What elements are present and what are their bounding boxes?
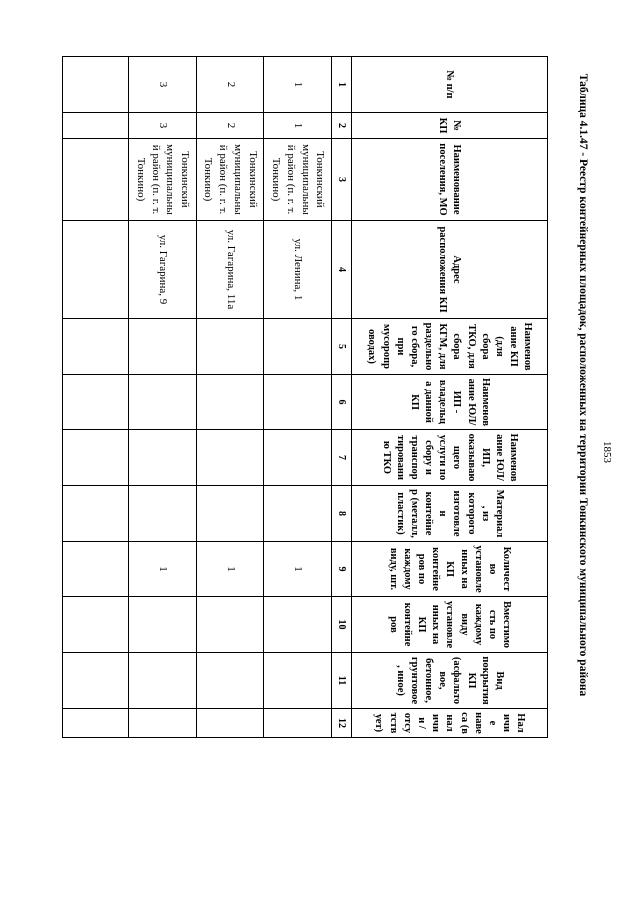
header-cell: Наименование КП (для сбора ТКО, для сбора КГМ, для раздельного сбора, при мусоропроводах) [351, 319, 547, 375]
page-number: 1853 [601, 441, 613, 463]
header-cell: Материал, из которого изготовлен контейнер (металл, пластик) [351, 486, 547, 542]
table-cell [196, 597, 264, 653]
table-cell [264, 430, 332, 486]
column-number: 1 [332, 57, 351, 113]
table-cell: 2 [196, 57, 264, 113]
table-cell: 1 [129, 542, 197, 597]
table-cell [264, 653, 332, 709]
table-cell: ул. Гагарина, 9 [129, 221, 197, 319]
column-number-row [332, 57, 351, 738]
column-number: 4 [332, 221, 351, 319]
table-cell [264, 319, 332, 375]
header-cell: Адрес расположения КП [351, 221, 547, 319]
table-cell [196, 319, 264, 375]
header-cell: Наименование ЮЛ/ИП - владельца данной КП [351, 375, 547, 430]
table-cell: ул. Ленина, 1 [264, 221, 332, 319]
table-cell [129, 430, 197, 486]
table-cell [196, 375, 264, 430]
registry-table-container [62, 56, 548, 737]
header-cell: № КП [351, 113, 547, 139]
table-row [129, 57, 197, 738]
column-number: 3 [332, 139, 351, 221]
table-cell [129, 597, 197, 653]
table-cell [129, 375, 197, 430]
column-number: 8 [332, 486, 351, 542]
table-cell: 2 [196, 113, 264, 139]
table-cell [129, 709, 197, 738]
table-cell: 1 [264, 113, 332, 139]
header-cell: Вид покрытия КП (асфальтовое, бетонное, грунтовое, иное) [351, 653, 547, 709]
table-cell: 1 [196, 542, 264, 597]
header-cell: Количество установленных на КП контейнеров по каждому виду, шт. [351, 542, 547, 597]
column-number: 9 [332, 542, 351, 597]
header-cell: Вместимость по каждому виду установленных на КП контейнеров [351, 597, 547, 653]
header-cell: № п/п [351, 57, 547, 113]
table-cell [129, 653, 197, 709]
table-cell [196, 653, 264, 709]
table-cell [129, 486, 197, 542]
table-cell [196, 486, 264, 542]
table-row [264, 57, 332, 738]
table-cell [129, 319, 197, 375]
table-row [196, 57, 264, 738]
table-cell [196, 430, 264, 486]
table-cell: ул. Гагарина, 11а [196, 221, 264, 319]
header-cell: Наличие навеса (в наличии / отсутствует) [351, 709, 547, 738]
table-row-empty [63, 57, 129, 738]
table-cell [264, 486, 332, 542]
table-title: Таблица 4.1.47 - Реестр контейнерных площадок, расположенных на территории Тонкинского муниципального района [577, 73, 589, 697]
table-cell: 1 [264, 57, 332, 113]
column-number: 7 [332, 430, 351, 486]
column-number: 10 [332, 597, 351, 653]
table-cell: Тонкинский муниципальный район (п. г. т. Тонкино) [196, 139, 264, 221]
table-header-row [351, 57, 547, 738]
table-cell: 1 [264, 542, 332, 597]
header-cell: Наименование поселения, МО [351, 139, 547, 221]
table-cell [264, 597, 332, 653]
header-cell: Наименование ЮЛ/ИП, оказывающего услуги по сбору и транспортированию ТКО [351, 430, 547, 486]
table-cell [196, 709, 264, 738]
column-number: 6 [332, 375, 351, 430]
table-cell: Тонкинский муниципальный район (п. г. т. Тонкино) [129, 139, 197, 221]
table-cell [264, 375, 332, 430]
table-cell [264, 709, 332, 738]
table-cell: 3 [129, 113, 197, 139]
table-cell: Тонкинский муниципальный район (п. г. т. Тонкино) [264, 139, 332, 221]
registry-table [62, 56, 548, 738]
column-number: 12 [332, 709, 351, 738]
column-number: 5 [332, 319, 351, 375]
column-number: 11 [332, 653, 351, 709]
column-number: 2 [332, 113, 351, 139]
table-cell: 3 [129, 57, 197, 113]
